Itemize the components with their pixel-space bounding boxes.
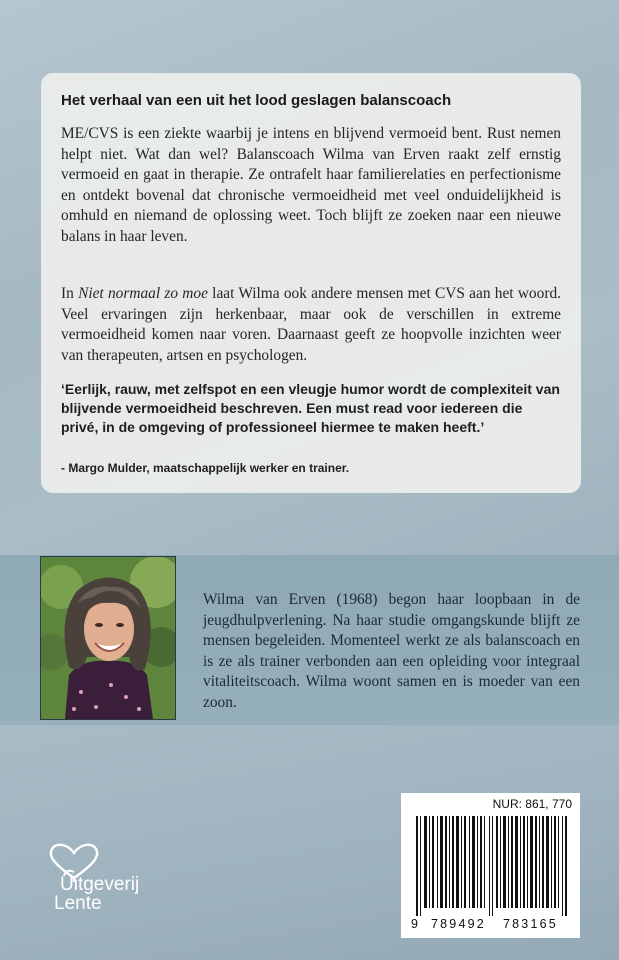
paragraph-2-rest: laat Wilma ook andere mensen met CVS aan het woord. Veel ervaringen zijn herkenbaar, maar ook de verschillen in extreme vermoeidheid komen naar voren. Daarnaast geeft ze hoopvolle inzichten weer van therapeuten, artsen en psychologen. — [61, 285, 561, 364]
isbn-group-1: 789492 — [431, 917, 486, 931]
isbn-group-2: 783165 — [503, 917, 558, 931]
blurb-paragraph-2 — [61, 284, 561, 366]
author-bio: Wilma van Erven (1968) begon haar loopbaan in de jeugdhulpverlening. Na haar studie omgangskunde blijft ze mensen begeleiden. Momenteel werkt ze als balanscoach en is ze als trainer verbonden aan een opleiding voor integraal vitaliteitscoach. Wilma woont samen en is moeder van een zoon. — [203, 591, 580, 711]
review-attribution: - Margo Mulder, maatschappelijk werker en trainer. — [61, 461, 350, 475]
isbn-first-digit: 9 — [411, 917, 418, 931]
isbn-barcode — [401, 793, 580, 938]
author-portrait-illustration — [41, 557, 175, 719]
nur-code: NUR: 861, 770 — [492, 797, 572, 811]
book-title-italic: Niet normaal zo moe — [78, 285, 208, 302]
blurb-paragraph-1: ME/CVS is een ziekte waarbij je intens en blijvend vermoeid bent. Rust nemen helpt niet. Wat dan wel? Balanscoach Wilma van Erven raakt zelf ernstig vermoeid en gaat in therapie. Ze ontrafelt haar familierelaties en perfectionisme en ontdekt bovenal dat chronische vermoeidheid met veel onduidelijkheid is omhuld en niemand de oplossing weet. Toch blijft ze zoeken naar een nieuwe balans in haar leven. — [61, 125, 561, 245]
barcode-bars — [414, 816, 572, 916]
review-quote: ‘Eerlijk, rauw, met zelfspot en een vleugje humor wordt de complexiteit van blijvende vermoeidheid beschreven. Een must read voor iedereen die privé, in de omgeving of professioneel hiermee te maken heeft.’ — [61, 381, 560, 435]
paragraph-2-prefix: In — [61, 285, 79, 302]
blurb-headline: Het verhaal van een uit het lood geslagen balanscoach — [61, 92, 452, 109]
publisher-name-line-1: Uitgeverij — [60, 874, 140, 895]
publisher-logo — [40, 842, 140, 932]
publisher-name-line-2: Lente — [54, 893, 102, 914]
author-photo — [40, 556, 176, 720]
